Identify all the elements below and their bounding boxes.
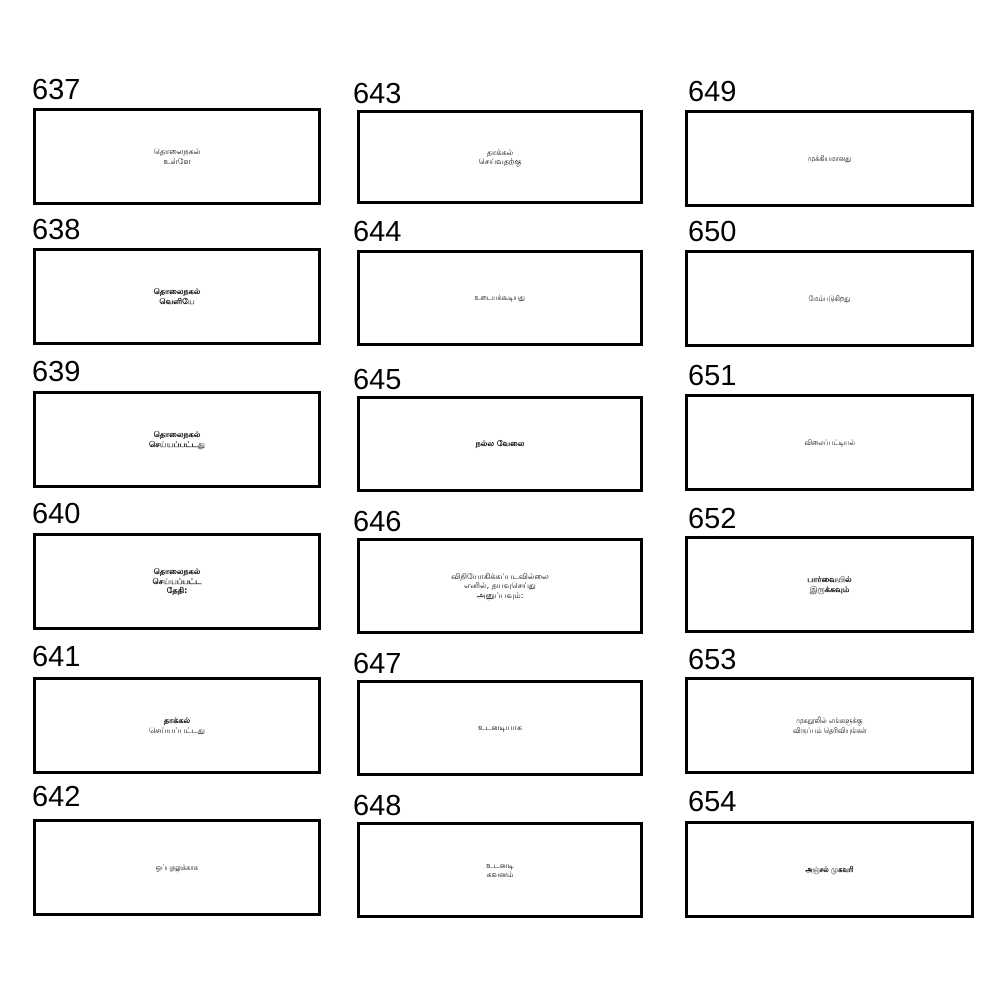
stamp-label-653 xyxy=(685,677,974,774)
label-text-line: ஒப்புதலுக்காக xyxy=(155,862,199,872)
label-text-line: தாக்கல் xyxy=(163,716,191,726)
label-number-642: 642 xyxy=(32,781,81,813)
label-number-640: 640 xyxy=(32,498,81,530)
label-text-line: பார்வையில் xyxy=(807,575,852,585)
label-number-651: 651 xyxy=(688,360,737,392)
label-number-643: 643 xyxy=(353,78,402,110)
stamp-label-646 xyxy=(357,538,643,634)
label-text-line: தொலைநகல் xyxy=(153,147,201,157)
stamp-label-645 xyxy=(357,396,643,492)
label-text-line: உள்ளே xyxy=(163,156,191,166)
label-text-line: செய்வதற்கு xyxy=(478,157,522,166)
label-text-line: உடனடியாக xyxy=(478,723,522,733)
label-text-line: முகநூலில் எங்களுக்கு xyxy=(796,716,863,726)
stamp-label-639 xyxy=(33,391,321,488)
label-number-638: 638 xyxy=(32,214,81,246)
label-text-line: இருக்கவும் xyxy=(809,584,850,594)
label-number-637: 637 xyxy=(32,74,81,106)
label-text-line: செய்யப்பட்டது xyxy=(149,439,205,449)
label-text-line: செய்யப்பட்டது xyxy=(149,725,205,735)
label-text-line: தாக்கல் xyxy=(486,147,514,157)
label-number-645: 645 xyxy=(353,364,402,396)
label-text-line: மேம்படுகிறது xyxy=(808,293,851,303)
stamp-label-654 xyxy=(685,821,974,918)
label-text-line: அனுப்பவும்: xyxy=(476,590,524,600)
label-text-line: கவனம் xyxy=(486,870,514,879)
label-text-line: தேதி: xyxy=(166,586,188,596)
stamp-label-640 xyxy=(33,533,321,630)
label-text-line: வெளியே xyxy=(159,296,195,306)
label-text-line: எனில், தயவுசெய்து xyxy=(464,581,536,591)
stamp-label-650 xyxy=(685,250,974,347)
label-text-line: உடனடி xyxy=(486,860,514,870)
stamp-label-644 xyxy=(357,250,643,346)
label-text-line: தொலைநகல் xyxy=(153,430,201,440)
stamp-label-638 xyxy=(33,248,321,345)
stamp-label-649 xyxy=(685,110,974,207)
label-number-649: 649 xyxy=(688,76,737,108)
label-number-648: 648 xyxy=(353,790,402,822)
label-number-641: 641 xyxy=(32,641,81,673)
label-text-line: செய்யப்பட்ட xyxy=(152,576,202,586)
label-text-line: தொலைநகல் xyxy=(153,287,201,297)
label-number-647: 647 xyxy=(353,648,402,680)
label-text-line: விருப்பம் தெரிவியுங்கள் xyxy=(792,725,867,735)
label-number-646: 646 xyxy=(353,506,402,538)
stamp-label-643 xyxy=(357,110,643,204)
stamp-label-641 xyxy=(33,677,321,774)
stamp-label-648 xyxy=(357,822,643,918)
label-number-652: 652 xyxy=(688,503,737,535)
label-number-653: 653 xyxy=(688,644,737,676)
stamp-label-651 xyxy=(685,394,974,491)
label-number-654: 654 xyxy=(688,786,737,818)
label-number-639: 639 xyxy=(32,356,81,388)
stamp-label-647 xyxy=(357,680,643,776)
label-number-644: 644 xyxy=(353,216,402,248)
label-text-line: விநியோகிக்கப்படவில்லை xyxy=(451,571,549,581)
label-text-line: தொலைநகல் xyxy=(153,567,201,577)
label-text-line: விலைப்பட்டியல் xyxy=(804,437,855,447)
label-text-line: அஞ்சல் முகவரி xyxy=(805,864,854,874)
label-number-650: 650 xyxy=(688,216,737,248)
label-text-line: உடையக்கூடியது xyxy=(474,293,526,303)
label-text-line: நல்ல வேலை xyxy=(475,439,525,449)
stamp-label-642 xyxy=(33,819,321,916)
stamp-label-637 xyxy=(33,108,321,205)
label-text-line: முக்கியமானது xyxy=(807,153,852,163)
stamp-label-652 xyxy=(685,536,974,633)
